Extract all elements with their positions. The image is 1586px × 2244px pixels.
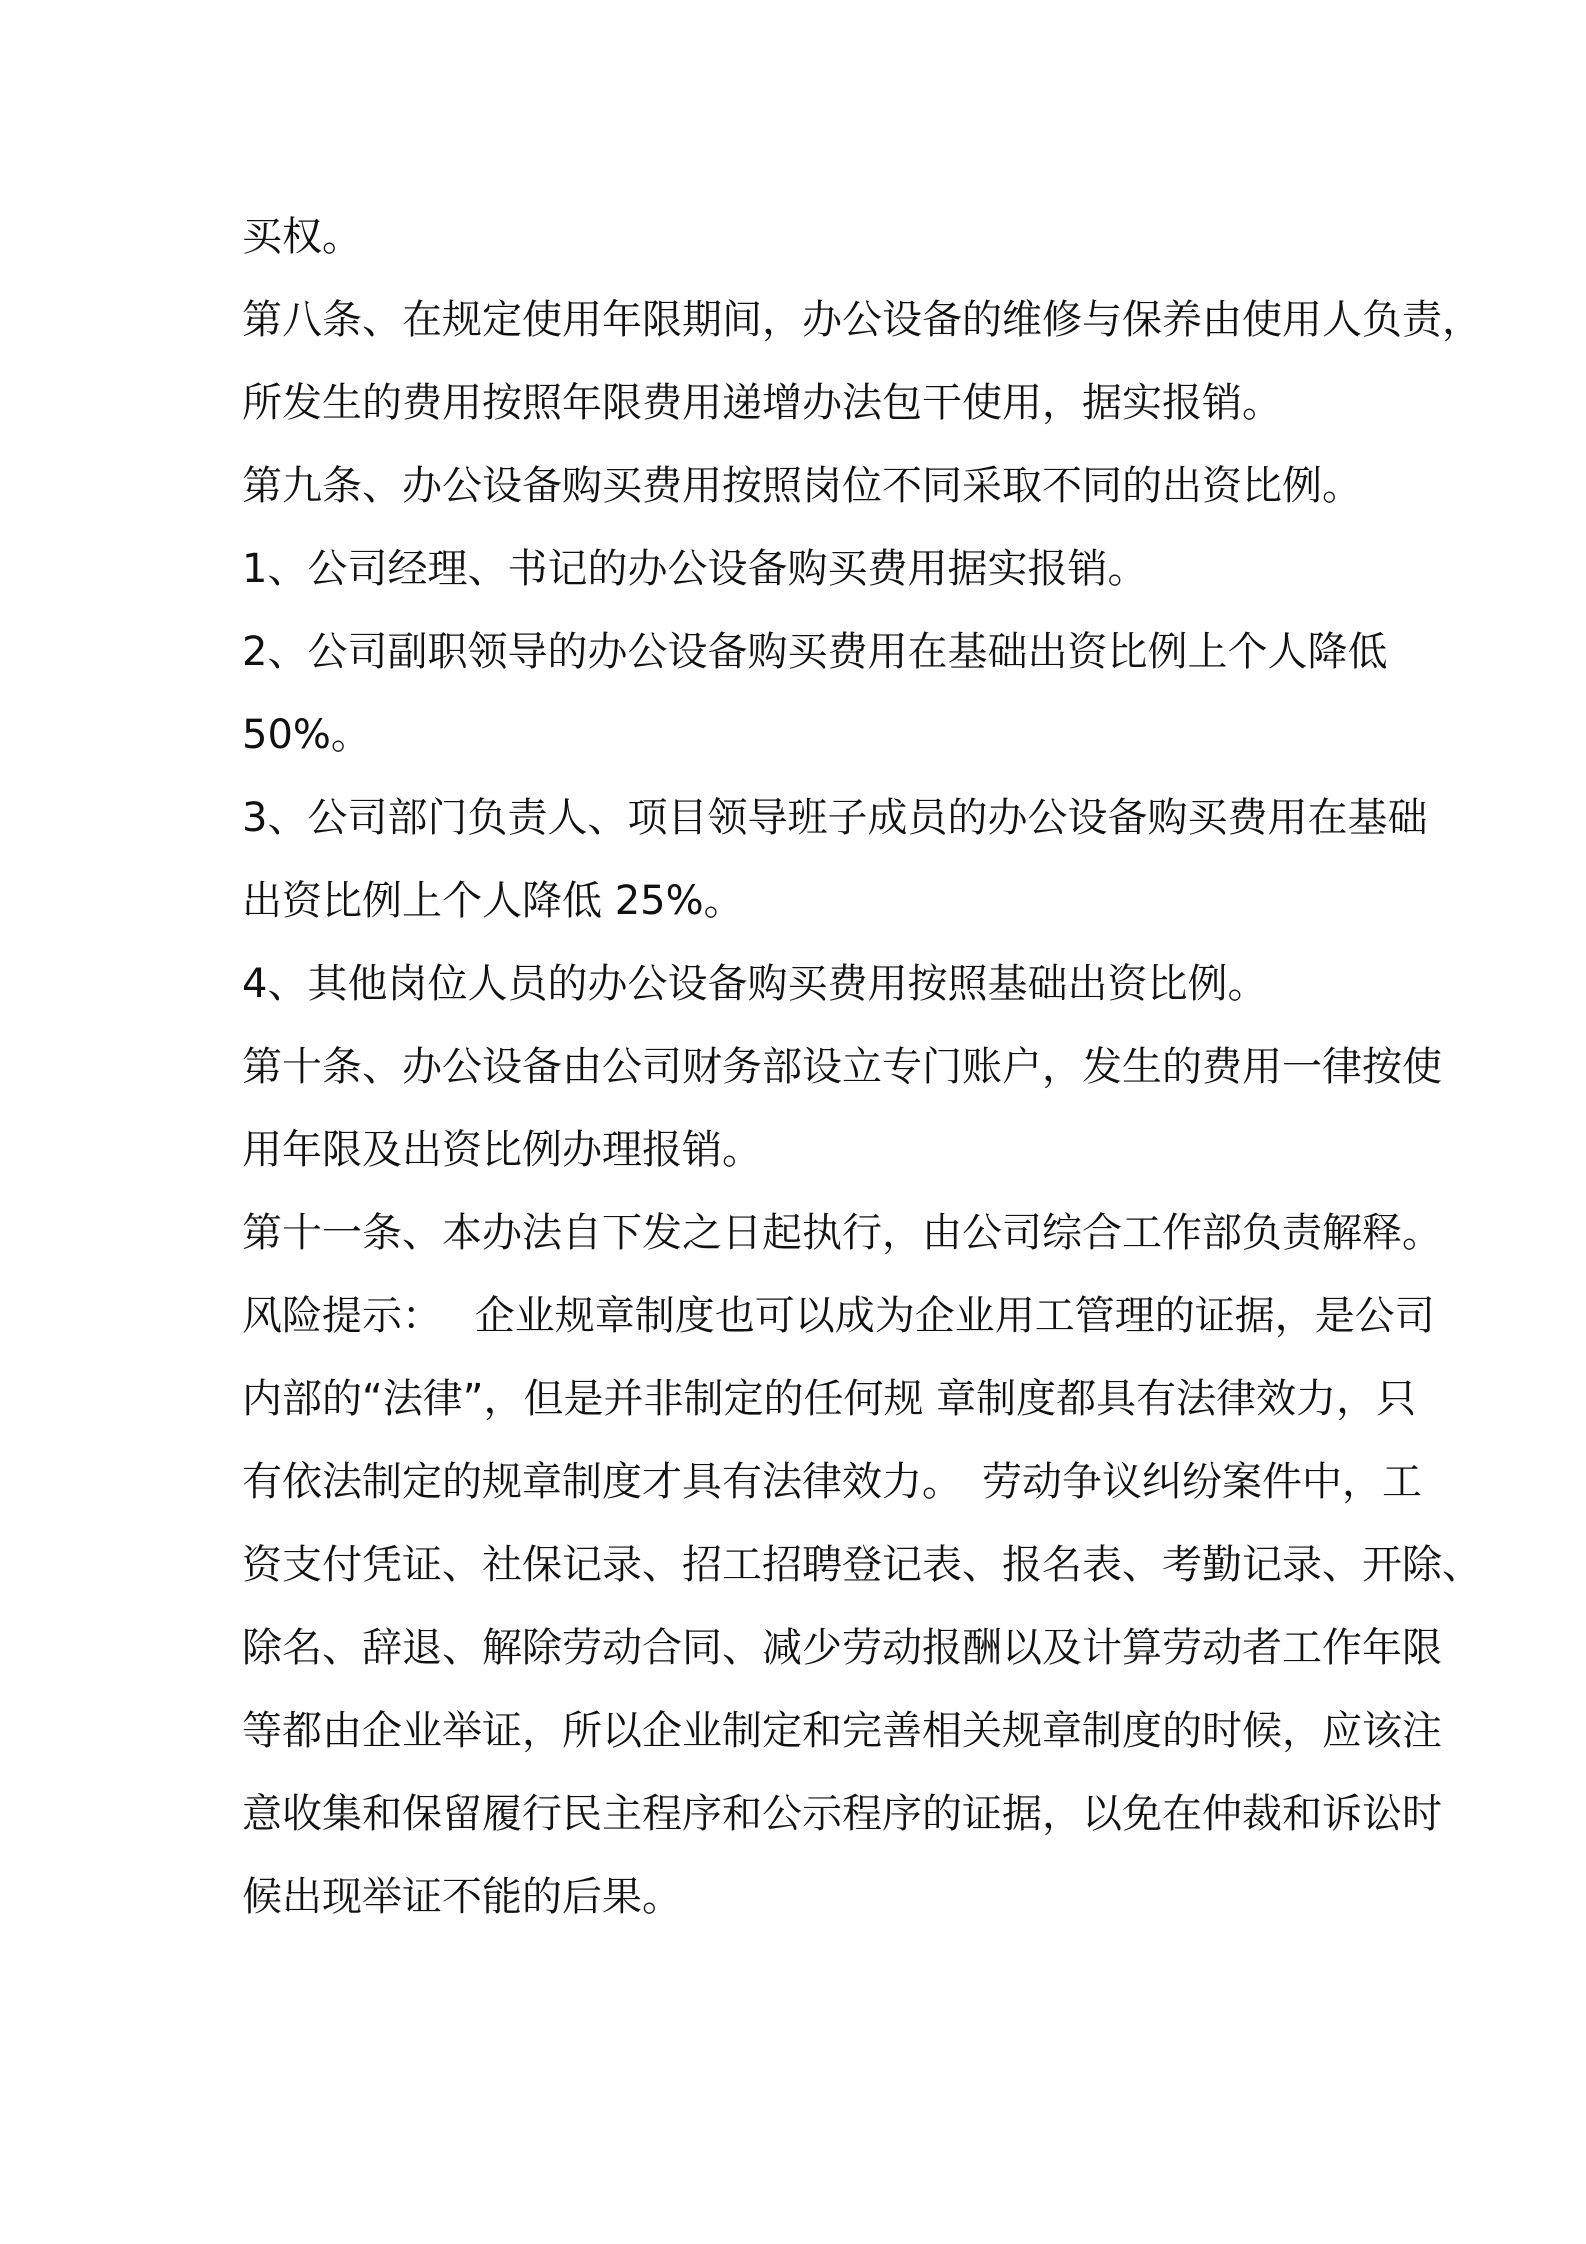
text-line: 所发生的费用按照年限费用递增办法包干使用，据实报销。 — [242, 380, 1282, 426]
text-line: 第十条、办公设备由公司财务部设立专门账户，发生的费用一律按使 — [242, 1044, 1442, 1090]
text-line: 1、公司经理、书记的办公设备购买费用据实报销。 — [242, 546, 1148, 592]
text-line: 用年限及出资比例办理报销。 — [242, 1127, 762, 1173]
text-line: 第八条、在规定使用年限期间，办公设备的维修与保养由使用人负责， — [242, 297, 1482, 343]
text-line: 意收集和保留履行民主程序和公示程序的证据，以免在仲裁和诉讼时 — [242, 1791, 1442, 1837]
text-line: 候出现举证不能的后果。 — [242, 1874, 682, 1920]
text-line: 资支付凭证、社保记录、招工招聘登记表、报名表、考勤记录、开除、 — [242, 1542, 1482, 1588]
text-line: 第九条、办公设备购买费用按照岗位不同采取不同的出资比例。 — [242, 463, 1362, 509]
text-line: 3、公司部门负责人、项目领导班子成员的办公设备购买费用在基础 — [242, 795, 1428, 841]
text-line: 50%。 — [242, 712, 371, 758]
document-body — [242, 196, 1482, 1939]
text-line: 买权。 — [242, 214, 362, 260]
text-line: 风险提示： 企业规章制度也可以成为企业用工管理的证据，是公司 — [242, 1293, 1435, 1339]
text-line: 除名、辞退、解除劳动合同、减少劳动报酬以及计算劳动者工作年限 — [242, 1625, 1442, 1671]
text-line: 出资比例上个人降低 25%。 — [242, 878, 744, 924]
text-line: 2、公司副职领导的办公设备购买费用在基础出资比例上个人降低 — [242, 629, 1388, 675]
text-line: 4、其他岗位人员的办公设备购买费用按照基础出资比例。 — [242, 961, 1268, 1007]
text-line: 第十一条、本办法自下发之日起执行，由公司综合工作部负责解释。 — [242, 1210, 1442, 1256]
text-line: 内部的“法律”，但是并非制定的任何规 章制度都具有法律效力，只 — [242, 1376, 1417, 1422]
text-line: 有依法制定的规章制度才具有法律效力。 劳动争议纠纷案件中，工 — [242, 1459, 1422, 1505]
text-line: 等都由企业举证，所以企业制定和完善相关规章制度的时候，应该注 — [242, 1708, 1442, 1754]
